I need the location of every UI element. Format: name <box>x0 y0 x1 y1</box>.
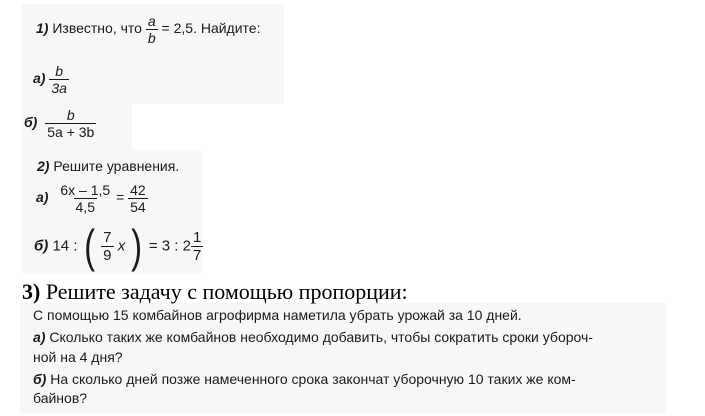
task2-a-rhs-den: 54 <box>130 199 146 215</box>
task3-a-line2: ной на 4 дня? <box>33 349 123 365</box>
task1-a-label: а) <box>33 70 46 87</box>
task3-heading <box>22 279 408 305</box>
task2-b-inner-fraction <box>101 230 113 263</box>
task3-a-label: а) <box>33 329 46 345</box>
task1-a-den: 3a <box>51 80 67 96</box>
task2-part-b <box>34 220 203 272</box>
task3-b-line2: байнов? <box>33 390 88 406</box>
task2-b-inner-var: x <box>117 237 126 255</box>
task1-given-fraction <box>146 14 158 45</box>
task1-find: Найдите: <box>200 20 261 37</box>
task2-b-paren-close: ) <box>131 220 143 272</box>
task2-b-paren-open: ( <box>83 220 95 272</box>
task1-a-fraction <box>49 64 69 95</box>
task2-number: 2) <box>37 158 50 174</box>
task3-a-line1 <box>33 329 593 345</box>
task3-title: Решите задачу с помощью пропорции: <box>45 279 408 304</box>
task2-b-mixed-fraction <box>191 230 203 263</box>
task2-title: Решите уравнения. <box>53 158 180 174</box>
task2-a-rhs-num: 42 <box>130 182 146 198</box>
task1-b-den: 5a + 3b <box>47 124 95 140</box>
task1-statement <box>36 14 260 45</box>
task3-b-label: б) <box>33 371 47 387</box>
task3-number: 3) <box>22 279 41 304</box>
task3-b-text-1: На сколько дней позже намеченного срока закончат уборочную 10 таких же ком- <box>50 371 576 387</box>
task2-a-lhs-fraction <box>58 183 112 214</box>
task2-a-lhs-den: 4,5 <box>75 199 95 215</box>
task2-b-mixed-num: 1 <box>192 229 202 247</box>
task2-b-left: 14 : <box>52 237 78 255</box>
task3-a-text-1: Сколько таких же комбайнов необходимо добавить, чтобы сократить сроки убороч- <box>49 329 593 345</box>
task2-b-right: = 3 : 2 <box>148 237 191 255</box>
task1-given-value: = 2,5. <box>161 20 197 37</box>
task3-line1: С помощью 15 комбайнов агрофирма наметила убрать урожай за 10 дней. <box>33 307 522 323</box>
task2-a-eq: = <box>116 189 125 206</box>
task2-title-row <box>37 158 179 174</box>
task1-b-num: b <box>66 107 75 123</box>
task2-b-mixed-den: 7 <box>192 247 202 265</box>
task1-part-a <box>33 64 69 95</box>
task2-b-inner-den: 9 <box>103 247 112 265</box>
task1-part-b <box>24 108 96 139</box>
task2-b-label: б) <box>34 237 49 255</box>
task2-a-label: а) <box>36 189 49 206</box>
task1-b-fraction <box>45 108 96 139</box>
task2-a-rhs-fraction <box>128 183 148 214</box>
task1-intro: Известно, что <box>52 20 142 37</box>
task1-given-den: b <box>147 30 156 46</box>
task2-b-inner-num: 7 <box>103 229 112 247</box>
task3-b-line1 <box>33 371 576 387</box>
task1-a-num: b <box>55 63 64 79</box>
task1-given-num: a <box>147 13 156 29</box>
task1-number: 1) <box>36 20 49 37</box>
task2-a-lhs-num: 6x – 1,5 <box>60 182 111 198</box>
task2-part-a <box>36 183 148 214</box>
task1-b-label: б) <box>24 114 38 131</box>
